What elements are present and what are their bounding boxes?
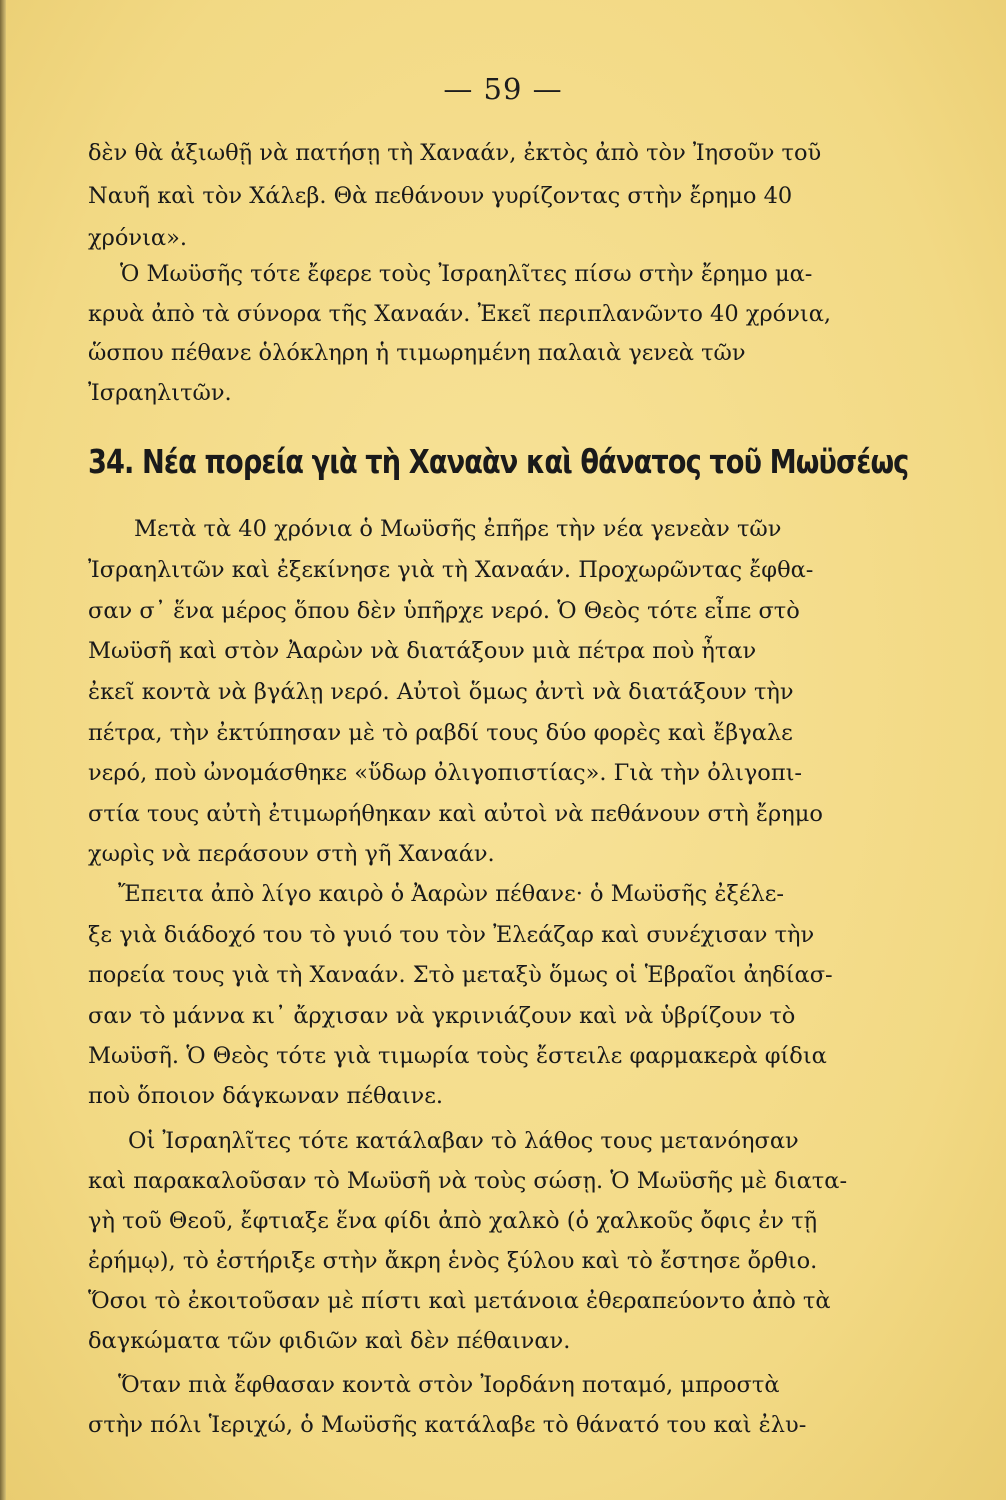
section-heading: 34. Νέα πορεία γιὰ τὴ Χαναὰν καὶ θάνατος τοῦ Μωϋσέως bbox=[88, 442, 909, 481]
text-line: ξε γιὰ διάδοχό του τὸ γυιό του τὸν Ἐλεάζαρ καὶ συνέχισαν τὴν bbox=[88, 922, 815, 948]
text-line: χρόνια». bbox=[88, 225, 188, 251]
text-line: Ἰσραηλιτῶν. bbox=[88, 380, 232, 406]
text-line: σαν σ᾽ ἕνα μέρος ὅπου δὲν ὑπῆρχε νερό. Ὁ Θεὸς τότε εἶπε στὸ bbox=[88, 598, 800, 624]
text-line: Οἱ Ἰσραηλῖτες τότε κατάλαβαν τὸ λάθος τους μετανόησαν bbox=[128, 1128, 799, 1154]
text-line: ἐκεῖ κοντὰ νὰ βγάλῃ νερό. Αὐτοὶ ὅμως ἀντὶ νὰ διατάξουν τὴν bbox=[88, 679, 794, 705]
text-line: στία τους αὐτὴ ἐτιμωρήθηκαν καὶ αὐτοὶ νὰ πεθάνουν στὴ ἔρημο bbox=[88, 801, 823, 827]
text-line: δαγκώματα τῶν φιδιῶν καὶ δὲν πέθαιναν. bbox=[88, 1328, 571, 1354]
text-line: Μωϋσῆ. Ὁ Θεὸς τότε γιὰ τιμωρία τοὺς ἔστειλε φαρμακερὰ φίδια bbox=[88, 1043, 827, 1069]
text-line: ποὺ ὅποιον δάγκωναν πέθαινε. bbox=[88, 1083, 444, 1109]
text-line: Ὅσοι τὸ ἐκοιτοῦσαν μὲ πίστι καὶ μετάνοια ἐθεραπεύοντο ἀπὸ τὰ bbox=[88, 1288, 831, 1314]
text-line: σαν τὸ μάννα κι᾽ ἄρχισαν νὰ γκρινιάζουν καὶ νὰ ὑβρίζουν τὸ bbox=[88, 1003, 796, 1029]
page-edge bbox=[0, 0, 6, 1500]
text-line: χωρὶς νὰ περάσουν στὴ γῆ Χαναάν. bbox=[88, 841, 495, 867]
page-number: — 59 — bbox=[443, 72, 563, 106]
text-line: πέτρα, τὴν ἐκτύπησαν μὲ τὸ ραβδί τους δύο φορὲς καὶ ἔβγαλε bbox=[88, 720, 793, 746]
text-line: καὶ παρακαλοῦσαν τὸ Μωϋσῆ νὰ τοὺς σώσῃ. Ὁ Μωϋσῆς μὲ διατα- bbox=[88, 1168, 848, 1194]
text-line: πορεία τους γιὰ τὴ Χαναάν. Στὸ μεταξὺ ὅμως οἱ Ἑβραῖοι ἀηδίασ- bbox=[88, 962, 833, 988]
text-line: νερό, ποὺ ὠνομάσθηκε «ὕδωρ ὀλιγοπιστίας». Γιὰ τὴν ὀλιγοπι- bbox=[88, 760, 803, 786]
text-line: Μετὰ τὰ 40 χρόνια ὁ Μωϋσῆς ἐπῆρε τὴν νέα γενεὰν τῶν bbox=[134, 516, 782, 542]
text-line: Ἰσραηλιτῶν καὶ ἐξεκίνησε γιὰ τὴ Χαναάν. Προχωρῶντας ἔφθα- bbox=[88, 557, 814, 583]
text-line: Ἔπειτα ἀπὸ λίγο καιρὸ ὁ Ἀαρὼν πέθανε· ὁ Μωϋσῆς ἐξέλε- bbox=[118, 881, 785, 907]
text-line: κρυὰ ἀπὸ τὰ σύνορα τῆς Χαναάν. Ἐκεῖ περιπλανῶντο 40 χρόνια, bbox=[88, 301, 832, 327]
text-line: Ὁ Μωϋσῆς τότε ἔφερε τοὺς Ἰσραηλῖτες πίσω στὴν ἔρημο μα- bbox=[120, 261, 813, 287]
text-line: γὴ τοῦ Θεοῦ, ἔφτιαξε ἕνα φίδι ἀπὸ χαλκὸ (ὁ χαλκοῦς ὄφις ἐν τῇ bbox=[88, 1208, 818, 1234]
text-line: δὲν θὰ ἀξιωθῇ νὰ πατήσῃ τὴ Χαναάν, ἐκτὸς ἀπὸ τὸν Ἰησοῦν τοῦ bbox=[88, 140, 822, 166]
text-line: Μωϋσῆ καὶ στὸν Ἀαρὼν νὰ διατάξουν μιὰ πέτρα ποὺ ἦταν bbox=[88, 638, 757, 664]
text-line: ὥσπου πέθανε ὁλόκληρη ἡ τιμωρημένη παλαιὰ γενεὰ τῶν bbox=[88, 340, 746, 366]
text-line: στὴν πόλι Ἱεριχώ, ὁ Μωϋσῆς κατάλαβε τὸ θάνατό του καὶ ἐλυ- bbox=[88, 1412, 807, 1438]
text-line: Ναυῆ καὶ τὸν Χάλεβ. Θὰ πεθάνουν γυρίζοντας στὴν ἔρημο 40 bbox=[88, 183, 793, 209]
text-line: ἐρήμῳ), τὸ ἐστήριξε στὴν ἄκρη ἑνὸς ξύλου καὶ τὸ ἔστησε ὄρθιο. bbox=[88, 1248, 818, 1274]
text-line: Ὅταν πιὰ ἔφθασαν κοντὰ στὸν Ἰορδάνη ποταμό, μπροστὰ bbox=[118, 1372, 780, 1398]
